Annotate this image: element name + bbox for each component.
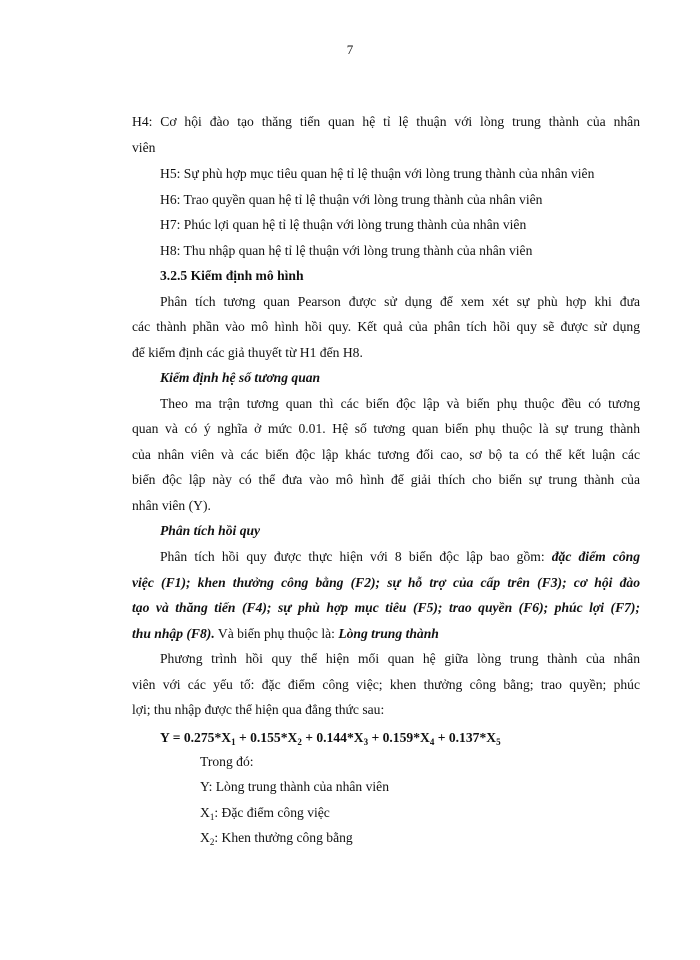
correlation-line1: Theo ma trận tương quan thì các biến độc lập và biến phụ thuộc đều có tương <box>160 396 640 411</box>
regression-line1 <box>160 547 640 567</box>
regression-line4-bold: thu nhập (F8). <box>132 626 215 641</box>
regression-line2: việc (F1); khen thưởng công bằng (F2); sự hỗ trợ của cấp trên (F3); cơ hội đào <box>132 575 640 590</box>
hypothesis-h4-line2: viên <box>132 140 156 155</box>
legend-x2-sub: 2 <box>209 837 215 847</box>
regression-heading: Phân tích hồi quy <box>160 523 261 538</box>
regression-line1-bold: đặc điểm công <box>551 549 640 564</box>
hypothesis-h4-line1: H4: Cơ hội đào tạo thăng tiến quan hệ tỉ lệ thuận với lòng trung thành của nhân <box>132 114 640 129</box>
eq-sub4: 4 <box>429 737 435 747</box>
legend-intro: Trong đó: <box>200 754 254 769</box>
eq-lhs: Y = 0.275*X <box>160 730 232 745</box>
eq-sub3: 3 <box>363 737 369 747</box>
hypothesis-h7: H7: Phúc lợi quan hệ tỉ lệ thuận với lòng trung thành của nhân viên <box>160 217 527 232</box>
equation-intro-line2: viên với các yếu tố: đặc điểm công việc; khen thưởng công bằng; trao quyền; phúc <box>132 677 640 692</box>
section-paragraph-line1: Phân tích tương quan Pearson được sử dụng để xem xét sự phù hợp khi đưa <box>160 294 640 309</box>
eq-sub5: 5 <box>496 737 501 747</box>
legend-x1-var: X <box>200 805 210 820</box>
eq-sub2: 2 <box>297 737 302 747</box>
regression-line3: tạo và thăng tiến (F4); sự phù hợp mục tiêu (F5); trao quyền (F6); phúc lợi (F7); <box>132 600 640 615</box>
regression-line4 <box>132 624 439 644</box>
regression-line4-bold2: Lòng trung thành <box>338 626 439 641</box>
legend-x1 <box>200 803 330 823</box>
legend-x2-var: X <box>200 830 210 845</box>
correlation-heading: Kiểm định hệ số tương quan <box>160 370 321 385</box>
hypothesis-h6: H6: Trao quyền quan hệ tỉ lệ thuận với lòng trung thành của nhân viên <box>160 192 543 207</box>
hypothesis-h5: H5: Sự phù hợp mục tiêu quan hệ tỉ lệ thuận với lòng trung thành của nhân viên <box>160 166 595 181</box>
eq-term4: + 0.159*X <box>368 730 430 745</box>
legend-x2-text: : Khen thưởng công bằng <box>214 830 353 845</box>
section-paragraph-line2: các thành phần vào mô hình hồi quy. Kết quả của phân tích hồi quy sẽ được sử dụng <box>132 319 640 334</box>
eq-term3: + 0.144*X <box>301 730 364 745</box>
page-number: 7 <box>346 42 354 57</box>
correlation-line5: nhân viên (Y). <box>132 498 211 513</box>
eq-term2: + 0.155*X <box>235 730 298 745</box>
correlation-line4: biến độc lập này có thể đưa vào mô hình để giải thích cho biến sự trung thành của <box>132 472 640 487</box>
correlation-line2: quan và có ý nghĩa ở mức 0.01. Hệ số tương quan biến phụ thuộc là sự trung thành <box>132 421 640 436</box>
regression-equation <box>160 730 501 746</box>
legend-x1-sub: 1 <box>209 812 215 822</box>
regression-line4-text: Và biến phụ thuộc là: <box>214 626 339 641</box>
section-title: 3.2.5 Kiểm định mô hình <box>160 268 304 283</box>
equation-intro-line3: lợi; thu nhập được thể hiện qua đẳng thức sau: <box>132 702 385 717</box>
legend-x2 <box>200 828 353 848</box>
legend-x1-text: : Đặc điểm công việc <box>214 805 330 820</box>
equation-intro-line1: Phương trình hồi quy thể hiện mối quan hệ giữa lòng trung thành của nhân <box>160 651 640 666</box>
hypothesis-h8: H8: Thu nhập quan hệ tỉ lệ thuận với lòng trung thành của nhân viên <box>160 243 533 258</box>
correlation-line3: của nhân viên và các biến độc lập khác tương đối cao, sơ bộ ta có thể kết luận các <box>132 447 640 462</box>
legend-y: Y: Lòng trung thành của nhân viên <box>200 779 390 794</box>
section-paragraph-line3: để kiểm định các giả thuyết từ H1 đến H8. <box>132 345 363 360</box>
regression-line1-text: Phân tích hồi quy được thực hiện với 8 biến độc lập bao gồm: <box>160 549 552 564</box>
eq-term5: + 0.137*X <box>434 730 497 745</box>
eq-sub1: 1 <box>231 737 236 747</box>
